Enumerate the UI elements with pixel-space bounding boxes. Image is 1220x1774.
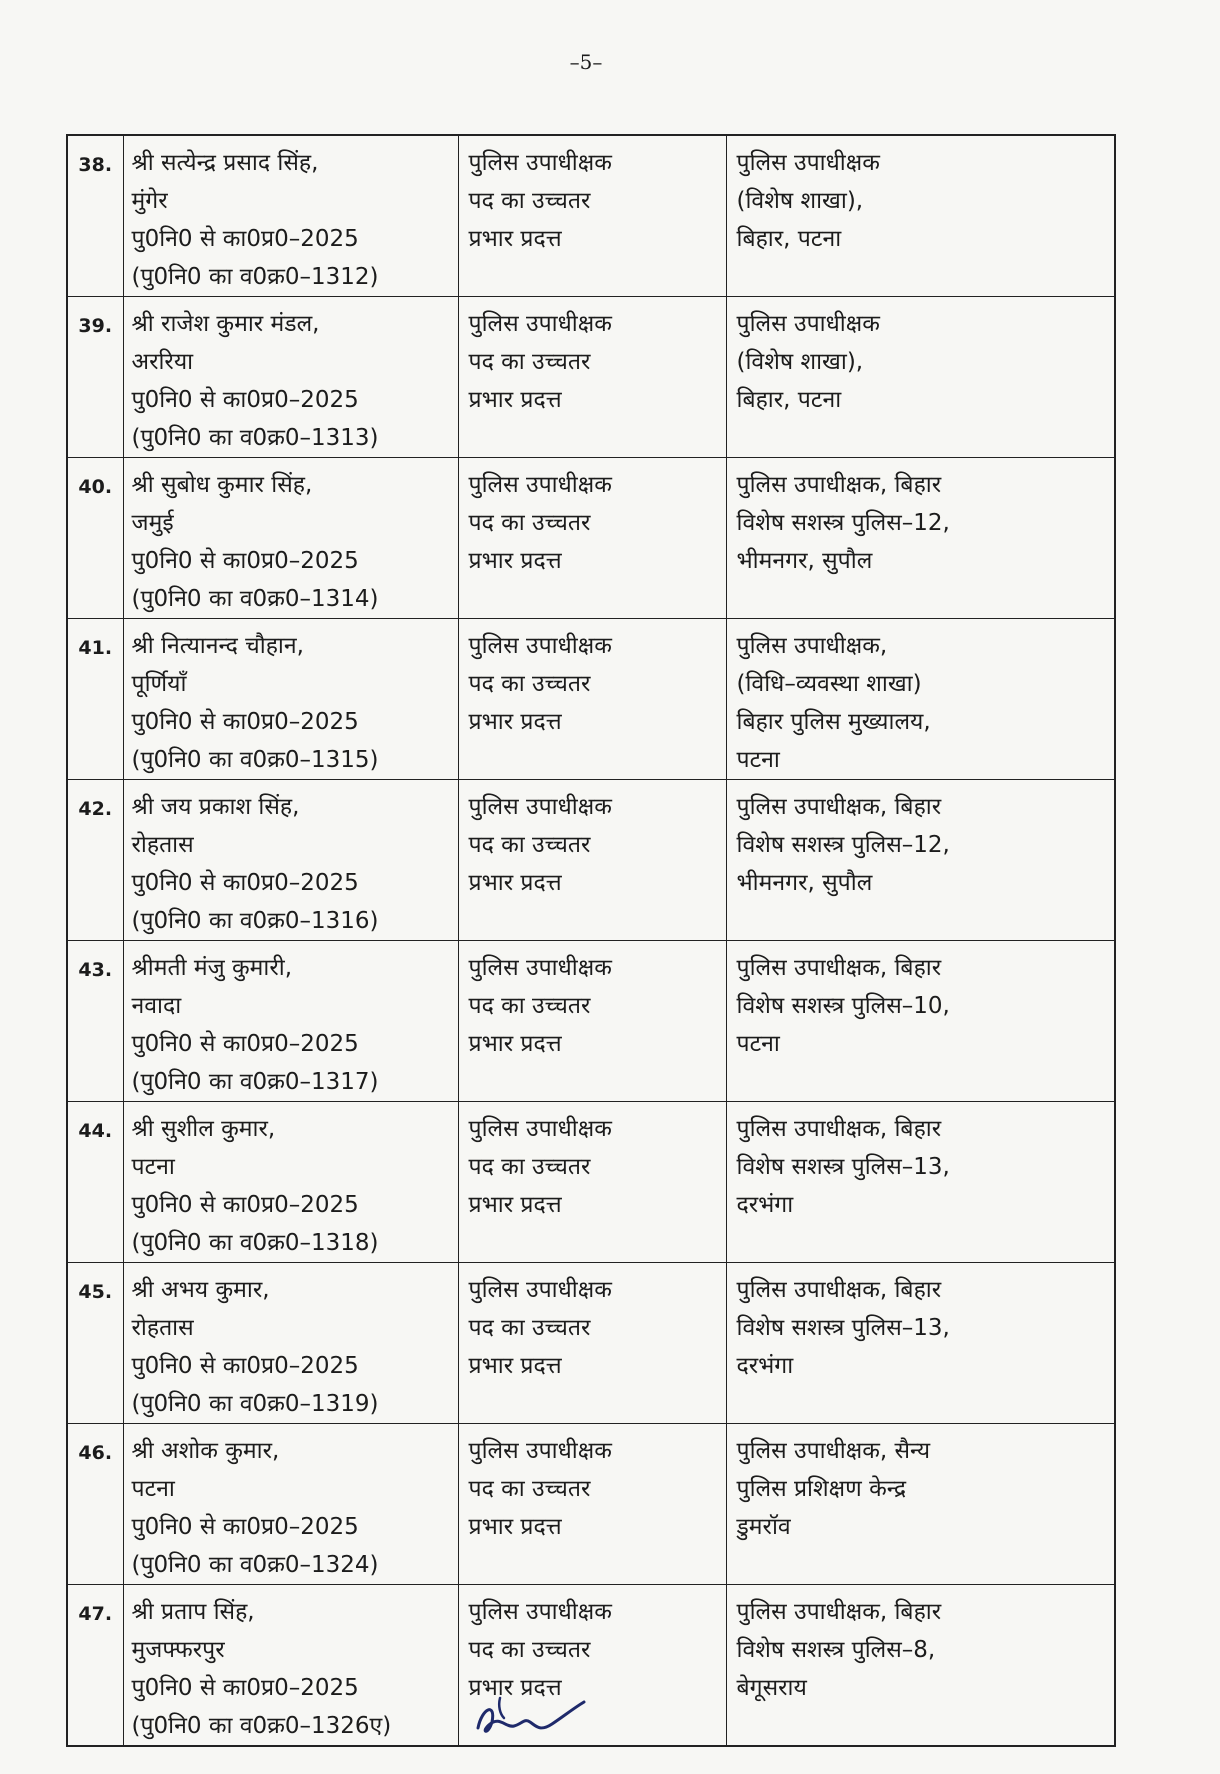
promotion-line: पुलिस उपाधीक्षक <box>468 955 612 981</box>
promotion-line: पद का उच्चतर <box>468 832 591 858</box>
promotion-batch: पु0नि0 से का0प्र0–2025 <box>131 709 359 735</box>
officer-details-cell <box>123 1263 458 1424</box>
promotion-line: प्रभार प्रदत्त <box>468 870 562 896</box>
officer-name: श्री सुबोध कुमार सिंह, <box>131 472 313 498</box>
seniority-reference: (पु0नि0 का व0क्र0–1312) <box>131 264 379 290</box>
posting-line: (विशेष शाखा), <box>736 188 864 214</box>
posting-cell <box>726 135 1115 297</box>
posting-line: पुलिस उपाधीक्षक <box>736 311 880 337</box>
posting-cell <box>726 619 1115 780</box>
promotion-batch: पु0नि0 से का0प्र0–2025 <box>131 870 359 896</box>
table-row <box>67 458 1115 619</box>
officer-details-cell <box>123 1424 458 1585</box>
posting-line: पुलिस उपाधीक्षक, बिहार <box>736 1599 942 1625</box>
promotion-line: पद का उच्चतर <box>468 349 591 375</box>
posting-line: (विधि–व्यवस्था शाखा) <box>736 671 922 697</box>
officer-name: श्री जय प्रकाश सिंह, <box>131 794 300 820</box>
promotion-line: पुलिस उपाधीक्षक <box>468 472 612 498</box>
posting-line: पुलिस उपाधीक्षक, <box>736 633 888 659</box>
serial-number: 41. <box>67 619 123 780</box>
posting-line: पुलिस उपाधीक्षक, सैन्य <box>736 1438 931 1464</box>
officer-details-cell <box>123 1102 458 1263</box>
seniority-reference: (पु0नि0 का व0क्र0–1314) <box>131 586 379 612</box>
seniority-reference: (पु0नि0 का व0क्र0–1326ए) <box>131 1713 392 1739</box>
promotion-line: पद का उच्चतर <box>468 1154 591 1180</box>
posting-line: पुलिस उपाधीक्षक, बिहार <box>736 794 942 820</box>
promotion-line: प्रभार प्रदत्त <box>468 387 562 413</box>
serial-number: 45. <box>67 1263 123 1424</box>
promotion-line: पुलिस उपाधीक्षक <box>468 311 612 337</box>
officer-name: श्री राजेश कुमार मंडल, <box>131 311 320 337</box>
officer-district: रोहतास <box>131 1315 194 1341</box>
promotion-cell <box>458 1263 726 1424</box>
officer-district: मुजफ्फरपुर <box>131 1637 225 1663</box>
promotion-line: प्रभार प्रदत्त <box>468 226 562 252</box>
promotion-batch: पु0नि0 से का0प्र0–2025 <box>131 1031 359 1057</box>
posting-line: पुलिस प्रशिक्षण केन्द्र <box>736 1476 907 1502</box>
promotion-cell <box>458 297 726 458</box>
posting-cell <box>726 941 1115 1102</box>
posting-line: दरभंगा <box>736 1192 794 1218</box>
officer-district: मुंगेर <box>131 188 168 214</box>
posting-line: पुलिस उपाधीक्षक <box>736 150 880 176</box>
table-row <box>67 297 1115 458</box>
posting-line: विशेष सशस्त्र पुलिस–12, <box>736 832 950 858</box>
officer-details-cell <box>123 458 458 619</box>
posting-line: पुलिस उपाधीक्षक, बिहार <box>736 472 942 498</box>
promotion-batch: पु0नि0 से का0प्र0–2025 <box>131 1353 359 1379</box>
promotion-line: प्रभार प्रदत्त <box>468 1353 562 1379</box>
table-row <box>67 1102 1115 1263</box>
posting-line: दरभंगा <box>736 1353 794 1379</box>
serial-number: 42. <box>67 780 123 941</box>
posting-order-table <box>66 134 1116 1747</box>
posting-line: बेगूसराय <box>736 1675 807 1701</box>
promotion-cell <box>458 135 726 297</box>
serial-number: 43. <box>67 941 123 1102</box>
seniority-reference: (पु0नि0 का व0क्र0–1317) <box>131 1069 379 1095</box>
promotion-cell <box>458 780 726 941</box>
posting-line: पुलिस उपाधीक्षक, बिहार <box>736 1116 942 1142</box>
posting-line: बिहार, पटना <box>736 226 842 252</box>
officer-name: श्रीमती मंजु कुमारी, <box>131 955 293 981</box>
serial-number: 44. <box>67 1102 123 1263</box>
officer-name: श्री सत्येन्द्र प्रसाद सिंह, <box>131 150 319 176</box>
promotion-line: पद का उच्चतर <box>468 188 591 214</box>
promotion-cell <box>458 458 726 619</box>
officer-details-cell <box>123 619 458 780</box>
promotion-line: पुलिस उपाधीक्षक <box>468 794 612 820</box>
posting-line: विशेष सशस्त्र पुलिस–13, <box>736 1154 950 1180</box>
promotion-cell <box>458 941 726 1102</box>
posting-cell <box>726 458 1115 619</box>
posting-line: विशेष सशस्त्र पुलिस–8, <box>736 1637 936 1663</box>
officer-district: पटना <box>131 1154 175 1180</box>
promotion-line: प्रभार प्रदत्त <box>468 1192 562 1218</box>
posting-line: भीमनगर, सुपौल <box>736 870 873 896</box>
officer-district: रोहतास <box>131 832 194 858</box>
promotion-line: पद का उच्चतर <box>468 1315 591 1341</box>
posting-line: विशेष सशस्त्र पुलिस–13, <box>736 1315 950 1341</box>
promotion-batch: पु0नि0 से का0प्र0–2025 <box>131 1675 359 1701</box>
officer-name: श्री अशोक कुमार, <box>131 1438 280 1464</box>
officer-name: श्री नित्यानन्द चौहान, <box>131 633 304 659</box>
posting-line: पुलिस उपाधीक्षक, बिहार <box>736 1277 942 1303</box>
seniority-reference: (पु0नि0 का व0क्र0–1315) <box>131 747 379 773</box>
officer-details-cell <box>123 941 458 1102</box>
promotion-line: पुलिस उपाधीक्षक <box>468 1438 612 1464</box>
officer-details-cell <box>123 135 458 297</box>
seniority-reference: (पु0नि0 का व0क्र0–1313) <box>131 425 379 451</box>
officer-district: पटना <box>131 1476 175 1502</box>
promotion-line: प्रभार प्रदत्त <box>468 1514 562 1540</box>
promotion-batch: पु0नि0 से का0प्र0–2025 <box>131 1192 359 1218</box>
officer-district: जमुई <box>131 510 174 536</box>
promotion-line: पद का उच्चतर <box>468 1637 591 1663</box>
posting-line: विशेष सशस्त्र पुलिस–12, <box>736 510 950 536</box>
seniority-reference: (पु0नि0 का व0क्र0–1316) <box>131 908 379 934</box>
posting-cell <box>726 1585 1115 1747</box>
promotion-line: पुलिस उपाधीक्षक <box>468 150 612 176</box>
promotion-line: प्रभार प्रदत्त <box>468 548 562 574</box>
serial-number: 40. <box>67 458 123 619</box>
officer-details-cell <box>123 297 458 458</box>
promotion-line: प्रभार प्रदत्त <box>468 709 562 735</box>
officer-name: श्री सुशील कुमार, <box>131 1116 276 1142</box>
promotion-line: प्रभार प्रदत्त <box>468 1675 562 1701</box>
officer-district: अररिया <box>131 349 194 375</box>
seniority-reference: (पु0नि0 का व0क्र0–1318) <box>131 1230 379 1256</box>
officer-district: नवादा <box>131 993 182 1019</box>
promotion-line: पुलिस उपाधीक्षक <box>468 633 612 659</box>
promotion-line: पुलिस उपाधीक्षक <box>468 1599 612 1625</box>
posting-line: बिहार, पटना <box>736 387 842 413</box>
posting-cell <box>726 297 1115 458</box>
table-row <box>67 619 1115 780</box>
table-row <box>67 1263 1115 1424</box>
posting-line: भीमनगर, सुपौल <box>736 548 873 574</box>
posting-line: विशेष सशस्त्र पुलिस–10, <box>736 993 950 1019</box>
promotion-line: पद का उच्चतर <box>468 510 591 536</box>
posting-line: पुलिस उपाधीक्षक, बिहार <box>736 955 942 981</box>
posting-line: बिहार पुलिस मुख्यालय, <box>736 709 931 735</box>
promotion-line: पद का उच्चतर <box>468 993 591 1019</box>
serial-number: 46. <box>67 1424 123 1585</box>
table-body <box>67 135 1115 1746</box>
posting-line: पटना <box>736 747 780 773</box>
serial-number: 39. <box>67 297 123 458</box>
officer-details-cell <box>123 1585 458 1747</box>
promotion-batch: पु0नि0 से का0प्र0–2025 <box>131 387 359 413</box>
page-number: –5– <box>569 50 603 74</box>
table-row <box>67 135 1115 297</box>
promotion-cell <box>458 1424 726 1585</box>
posting-line: पटना <box>736 1031 780 1057</box>
posting-cell <box>726 1263 1115 1424</box>
table-row <box>67 941 1115 1102</box>
officer-details-cell <box>123 780 458 941</box>
promotion-batch: पु0नि0 से का0प्र0–2025 <box>131 548 359 574</box>
handwritten-signature <box>470 1688 590 1748</box>
table-row <box>67 780 1115 941</box>
officer-name: श्री अभय कुमार, <box>131 1277 270 1303</box>
promotion-line: प्रभार प्रदत्त <box>468 1031 562 1057</box>
officer-name: श्री प्रताप सिंह, <box>131 1599 255 1625</box>
promotion-batch: पु0नि0 से का0प्र0–2025 <box>131 1514 359 1540</box>
promotion-line: पद का उच्चतर <box>468 671 591 697</box>
promotion-line: पद का उच्चतर <box>468 1476 591 1502</box>
posting-cell <box>726 780 1115 941</box>
serial-number: 38. <box>67 135 123 297</box>
seniority-reference: (पु0नि0 का व0क्र0–1319) <box>131 1391 379 1417</box>
promotion-cell <box>458 1102 726 1263</box>
table-row <box>67 1585 1115 1747</box>
promotion-cell <box>458 619 726 780</box>
promotion-batch: पु0नि0 से का0प्र0–2025 <box>131 226 359 252</box>
table-row <box>67 1424 1115 1585</box>
posting-cell <box>726 1102 1115 1263</box>
posting-cell <box>726 1424 1115 1585</box>
seniority-reference: (पु0नि0 का व0क्र0–1324) <box>131 1552 379 1578</box>
promotion-line: पुलिस उपाधीक्षक <box>468 1277 612 1303</box>
serial-number: 47. <box>67 1585 123 1747</box>
posting-line: डुमरॉव <box>736 1514 791 1540</box>
officer-district: पूर्णियाँ <box>131 671 187 697</box>
promotion-line: पुलिस उपाधीक्षक <box>468 1116 612 1142</box>
posting-line: (विशेष शाखा), <box>736 349 864 375</box>
